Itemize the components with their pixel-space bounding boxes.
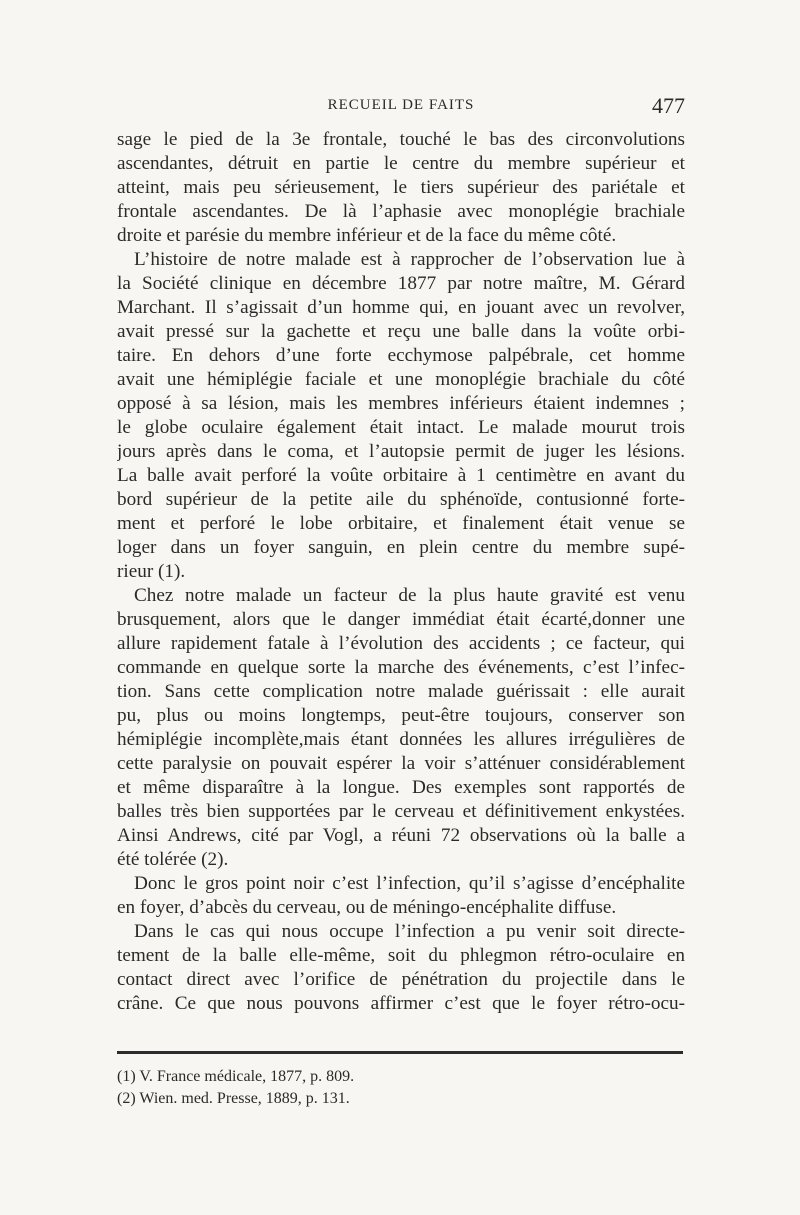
body-text <box>117 128 685 1016</box>
text-line: hémiplégie incomplète,mais étant données les allures irrégulières de <box>117 729 685 750</box>
text-line: avait pressé sur la gachette et reçu une balle dans la voûte orbi- <box>117 321 685 342</box>
footnotes <box>117 1066 685 1110</box>
footnote: (1) V. France médicale, 1877, p. 809. <box>117 1068 355 1085</box>
paragraph-start-line: Dans le cas qui nous occupe l’infection a pu venir soit directe- <box>134 921 685 942</box>
text-line: le globe oculaire également était intact. Le malade mourut trois <box>117 417 685 438</box>
text-line: ascendantes, détruit en partie le centre du membre supérieur et <box>117 153 685 174</box>
text-line: cette paralysie on pouvait espérer la voir s’atténuer considérablement <box>117 753 685 774</box>
text-line: tion. Sans cette complication notre malade guérissait : elle aurait <box>117 681 685 702</box>
text-line: taire. En dehors d’une forte ecchymose palpébrale, cet homme <box>117 345 685 366</box>
page-number: 477 <box>652 93 685 118</box>
text-line: tement de la balle elle-même, soit du phlegmon rétro-oculaire en <box>117 945 685 966</box>
text-line: et même disparaître à la longue. Des exemples sont rapportés de <box>117 777 685 798</box>
text-line: jours après dans le coma, et l’autopsie permit de juger les lésions. <box>117 441 685 462</box>
text-line: sage le pied de la 3e frontale, touché le bas des circonvolutions <box>117 129 685 150</box>
text-line: ment et perforé le lobe orbitaire, et finalement était venue se <box>117 513 685 534</box>
text-line: loger dans un foyer sanguin, en plein centre du membre supé- <box>117 537 685 558</box>
paragraph-start-line: L’histoire de notre malade est à rapprocher de l’observation lue à <box>134 249 685 270</box>
text-line: droite et parésie du membre inférieur et de la face du même côté. <box>117 225 617 246</box>
text-line: contact direct avec l’orifice de pénétration du projectile dans le <box>117 969 685 990</box>
text-line: Marchant. Il s’agissait d’un homme qui, en jouant avec un revolver, <box>117 297 685 318</box>
text-line: allure rapidement fatale à l’évolution des accidents ; ce facteur, qui <box>117 633 685 654</box>
text-line: en foyer, d’abcès du cerveau, ou de méningo-encéphalite diffuse. <box>117 897 617 918</box>
footnote: (2) Wien. med. Presse, 1889, p. 131. <box>117 1090 350 1107</box>
text-line: brusquement, alors que le danger immédiat était écarté,donner une <box>117 609 685 630</box>
text-line: frontale ascendantes. De là l’aphasie avec monoplégie brachiale <box>117 201 685 222</box>
text-line: bord supérieur de la petite aile du sphénoïde, contusionné forte- <box>117 489 685 510</box>
text-line: la Société clinique en décembre 1877 par notre maître, M. Gérard <box>117 273 685 294</box>
text-line: commande en quelque sorte la marche des événements, c’est l’infec- <box>117 657 685 678</box>
text-line: atteint, mais peu sérieusement, le tiers supérieur des pariétale et <box>117 177 685 198</box>
text-line: avait une hémiplégie faciale et une monoplégie brachiale du côté <box>117 369 685 390</box>
footnote-rule <box>117 1051 683 1054</box>
paragraph-start-line: Donc le gros point noir c’est l’infection, qu’il s’agisse d’encéphalite <box>134 873 685 894</box>
text-line: balles très bien supportées par le cerveau et définitivement enkystées. <box>117 801 685 822</box>
text-line: Ainsi Andrews, cité par Vogl, a réuni 72 observations où la balle a <box>117 825 685 846</box>
text-line: opposé à sa lésion, mais les membres inférieurs étaient indemnes ; <box>117 393 685 414</box>
text-line: La balle avait perforé la voûte orbitaire à 1 centimètre en avant du <box>117 465 685 486</box>
page-header <box>117 93 685 119</box>
running-head: RECUEIL DE FAITS <box>327 97 475 113</box>
text-line: été tolérée (2). <box>117 849 229 870</box>
text-line: pu, plus ou moins longtemps, peut-être toujours, conserver son <box>117 705 685 726</box>
paragraph-start-line: Chez notre malade un facteur de la plus haute gravité est venu <box>134 585 685 606</box>
text-line: crâne. Ce que nous pouvons affirmer c’est que le foyer rétro-ocu- <box>117 993 685 1014</box>
text-line: rieur (1). <box>117 561 186 582</box>
